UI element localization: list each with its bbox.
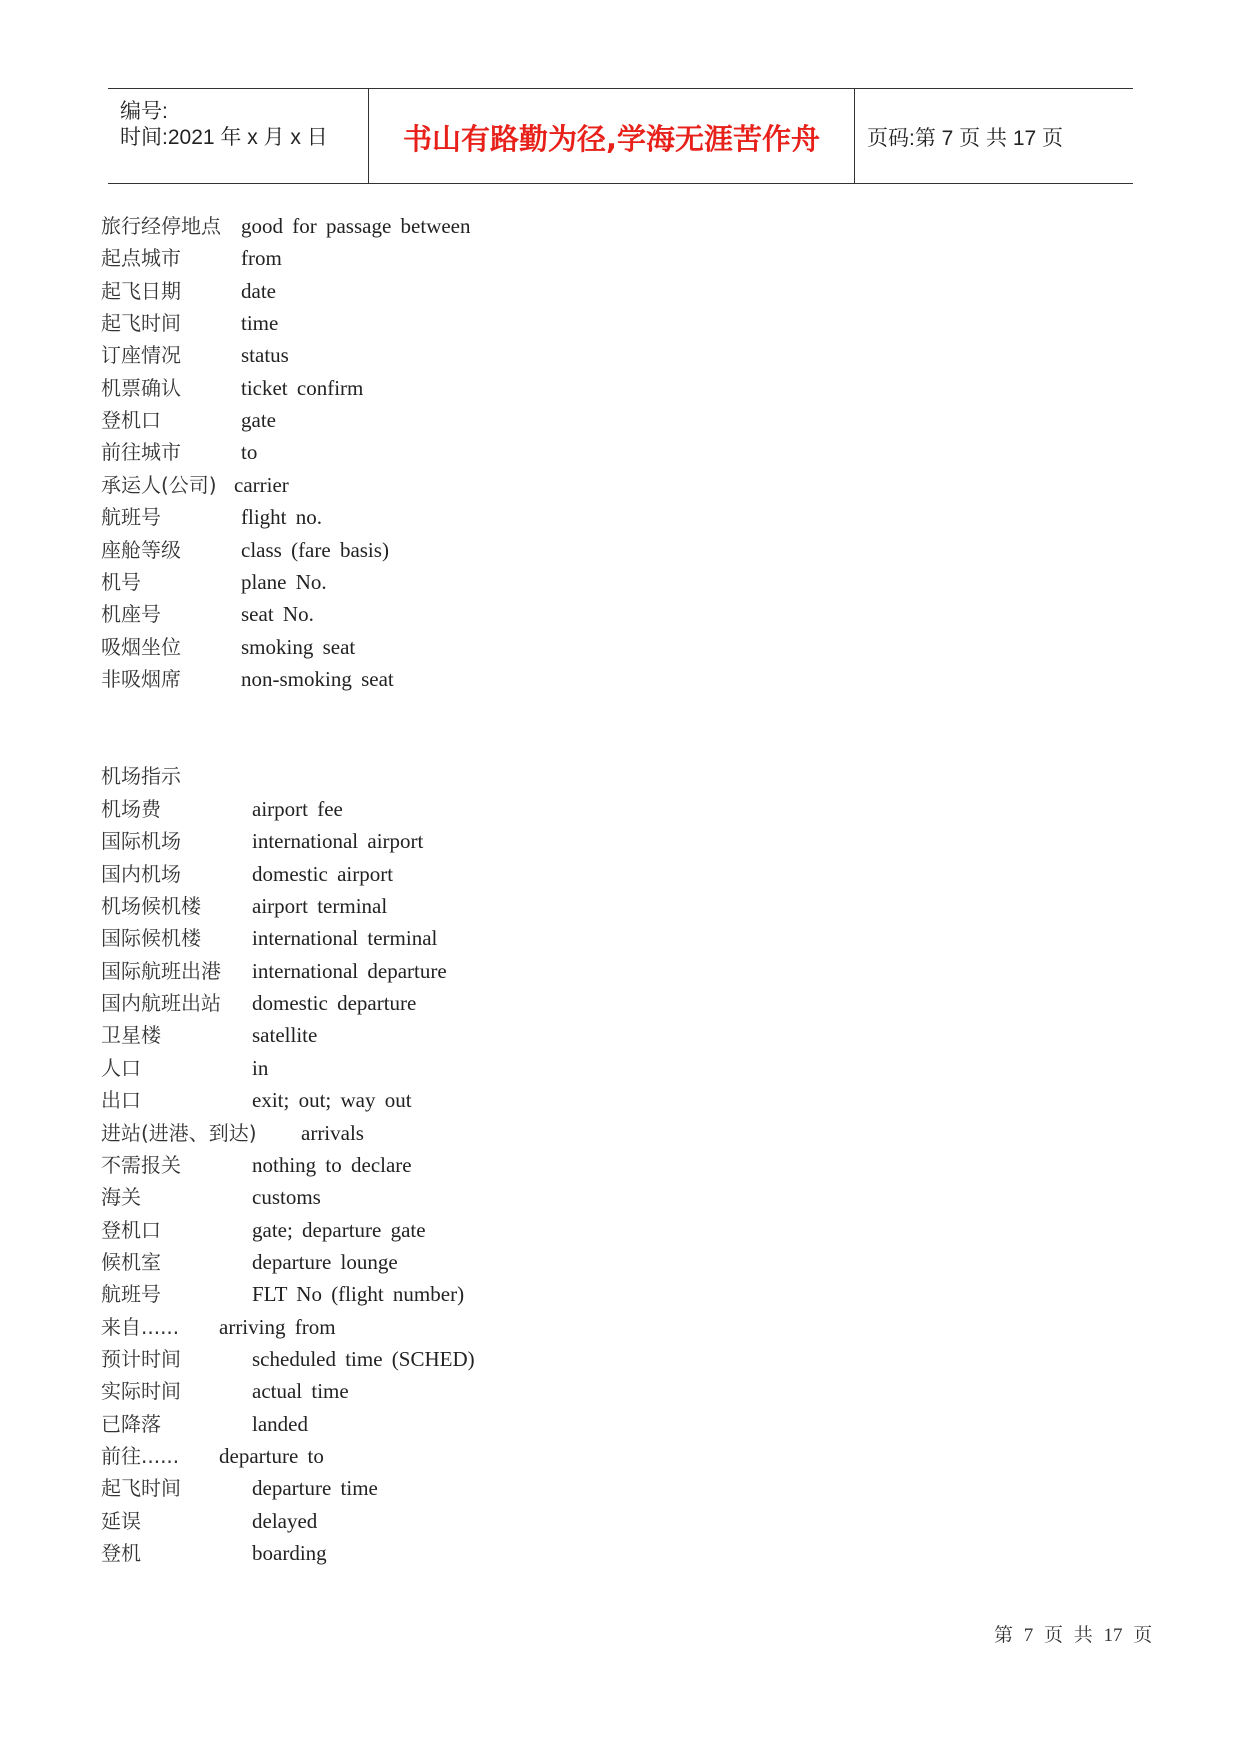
term-english: date xyxy=(241,278,276,303)
term-chinese: 登机口 xyxy=(101,1217,161,1242)
term-english: smoking seat xyxy=(241,634,356,659)
term-english: good for passage between xyxy=(241,214,471,238)
term-chinese: 起飞时间 xyxy=(101,1476,181,1501)
term-english: ticket confirm xyxy=(241,375,364,400)
header-motto-cell xyxy=(368,89,855,183)
term-english: domestic airport xyxy=(252,861,394,886)
term-chinese: 国际候机楼 xyxy=(101,926,201,951)
time-label: 时间:2021 年 x 月 x 日 xyxy=(120,126,328,149)
term-chinese: 进站(进港、到达) xyxy=(101,1120,257,1145)
term-chinese: 机座号 xyxy=(101,602,161,627)
term-english: flight no. xyxy=(241,505,322,530)
term-english: nothing to declare xyxy=(252,1152,412,1177)
term-english: in xyxy=(252,1055,269,1080)
term-chinese: 起飞时间 xyxy=(101,311,181,336)
term-english: to xyxy=(241,440,258,465)
term-english: landed xyxy=(252,1411,308,1436)
term-english: satellite xyxy=(252,1023,318,1048)
term-english: status xyxy=(241,343,289,368)
page-footer: 第 7 页 共 17 页 xyxy=(994,1625,1153,1646)
term-english: gate; departure gate xyxy=(252,1217,426,1242)
term-english: seat No. xyxy=(241,602,314,627)
term-chinese: 机票确认 xyxy=(101,375,181,400)
term-chinese: 航班号 xyxy=(101,505,161,530)
term-chinese: 实际时间 xyxy=(101,1379,181,1404)
term-english: from xyxy=(241,246,282,271)
term-chinese: 来自...... xyxy=(101,1314,180,1339)
term-chinese: 机场候机楼 xyxy=(101,894,201,919)
term-chinese: 预计时间 xyxy=(101,1346,181,1371)
header-info-cell xyxy=(108,89,368,183)
header-page-cell xyxy=(855,89,1133,183)
term-chinese: 旅行经停地点 xyxy=(101,214,221,238)
term-chinese: 人口 xyxy=(101,1055,141,1080)
page-code: 页码:第 7 页 共 17 页 xyxy=(867,127,1064,150)
term-english: scheduled time (SCHED) xyxy=(252,1346,475,1371)
term-english: boarding xyxy=(252,1541,327,1566)
term-chinese: 前往城市 xyxy=(101,440,181,465)
term-chinese: 登机口 xyxy=(101,408,161,433)
term-english: domestic departure xyxy=(252,991,417,1016)
term-english: delayed xyxy=(252,1508,318,1533)
term-chinese: 吸烟坐位 xyxy=(101,634,181,659)
term-chinese: 机号 xyxy=(101,569,141,594)
term-chinese: 承运人(公司) xyxy=(101,472,217,497)
term-chinese: 国内机场 xyxy=(101,861,181,886)
term-chinese: 出口 xyxy=(101,1088,141,1113)
section-title-text: 机场指示 xyxy=(101,764,181,788)
term-chinese: 延误 xyxy=(101,1508,141,1533)
term-chinese: 起飞日期 xyxy=(101,278,181,303)
term-english: customs xyxy=(252,1185,321,1210)
term-english: airport terminal xyxy=(252,894,388,919)
term-chinese: 卫星楼 xyxy=(101,1023,161,1048)
term-english: international departure xyxy=(252,958,447,983)
term-chinese: 国际机场 xyxy=(101,829,181,854)
term-chinese: 登机 xyxy=(101,1541,141,1566)
term-english: actual time xyxy=(252,1379,349,1404)
term-chinese: 机场费 xyxy=(101,797,161,821)
term-chinese: 前往...... xyxy=(101,1444,180,1468)
term-english: departure time xyxy=(252,1476,378,1501)
term-english: carrier xyxy=(234,472,289,497)
term-english: non-smoking seat xyxy=(241,666,394,691)
motto-text: 书山有路勤为径,学海无涯苦作舟 xyxy=(402,122,821,156)
term-chinese: 海关 xyxy=(101,1185,141,1210)
page-header xyxy=(108,88,1133,184)
term-english: departure to xyxy=(219,1444,324,1468)
term-chinese: 航班号 xyxy=(101,1282,161,1307)
term-english: plane No. xyxy=(241,569,327,594)
term-english: exit; out; way out xyxy=(252,1088,412,1113)
term-chinese: 不需报关 xyxy=(101,1152,181,1177)
term-chinese: 起点城市 xyxy=(101,246,181,271)
term-chinese: 订座情况 xyxy=(101,343,181,368)
term-english: international terminal xyxy=(252,926,438,951)
term-chinese: 座舱等级 xyxy=(101,537,181,562)
term-chinese: 国际航班出港 xyxy=(101,958,221,983)
number-label: 编号: xyxy=(120,100,168,123)
term-english: arrivals xyxy=(301,1120,364,1145)
term-english: departure lounge xyxy=(252,1249,398,1274)
term-english: international airport xyxy=(252,829,424,854)
term-english: airport fee xyxy=(252,797,343,821)
term-english: class (fare basis) xyxy=(241,537,389,562)
term-english: time xyxy=(241,311,279,336)
term-english: gate xyxy=(241,408,276,433)
term-chinese: 已降落 xyxy=(101,1411,161,1436)
term-english: arriving from xyxy=(219,1314,336,1339)
term-english: FLT No (flight number) xyxy=(252,1282,465,1307)
term-chinese: 国内航班出站 xyxy=(101,991,221,1016)
term-chinese: 候机室 xyxy=(101,1249,161,1274)
term-chinese: 非吸烟席 xyxy=(101,666,181,691)
